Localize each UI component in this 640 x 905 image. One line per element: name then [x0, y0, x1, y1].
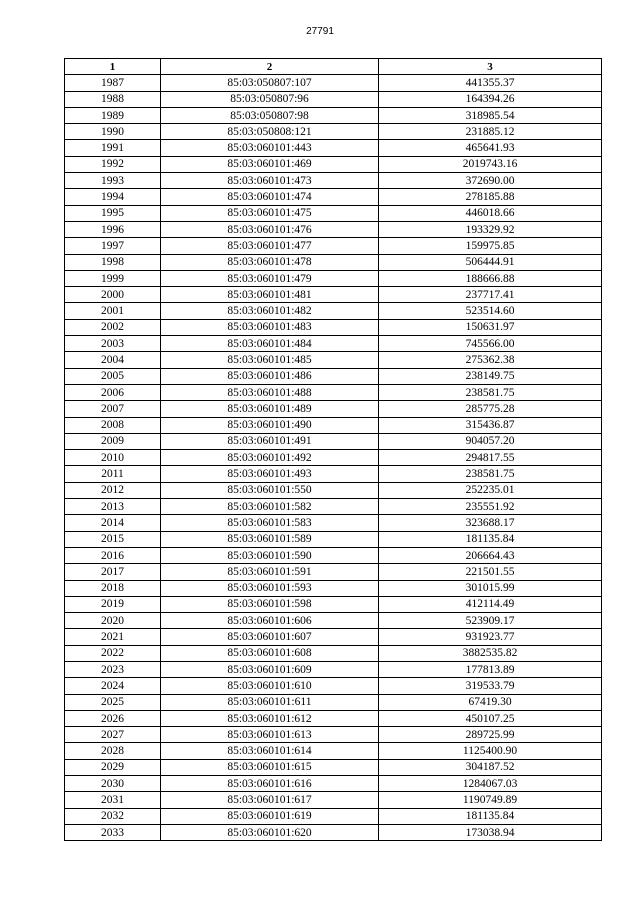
row-number-cell: 2004 [65, 352, 161, 368]
cadastral-number-cell: 85:03:060101:616 [161, 776, 379, 792]
cadastral-number-cell: 85:03:060101:610 [161, 678, 379, 694]
table-row [65, 613, 602, 629]
row-number-cell: 2032 [65, 808, 161, 824]
cadastral-number-cell: 85:03:060101:483 [161, 319, 379, 335]
amount-cell: 315436.87 [379, 417, 602, 433]
cadastral-number-cell: 85:03:060101:613 [161, 727, 379, 743]
amount-cell: 237717.41 [379, 287, 602, 303]
table-row [65, 189, 602, 205]
row-number-cell: 1990 [65, 124, 161, 140]
row-number-cell: 1996 [65, 221, 161, 237]
row-number-cell: 2006 [65, 384, 161, 400]
table-row [65, 727, 602, 743]
row-number-cell: 2018 [65, 580, 161, 596]
table-row [65, 808, 602, 824]
row-number-cell: 1992 [65, 156, 161, 172]
table-row [65, 759, 602, 775]
cadastral-number-cell: 85:03:060101:591 [161, 564, 379, 580]
table-row [65, 270, 602, 286]
amount-cell: 2019743.16 [379, 156, 602, 172]
table-row [65, 433, 602, 449]
amount-cell: 238149.75 [379, 368, 602, 384]
table-row [65, 173, 602, 189]
table-row [65, 124, 602, 140]
table-row [65, 499, 602, 515]
cadastral-number-cell: 85:03:060101:606 [161, 613, 379, 629]
amount-cell: 275362.38 [379, 352, 602, 368]
cadastral-number-cell: 85:03:060101:590 [161, 547, 379, 563]
row-number-cell: 2005 [65, 368, 161, 384]
row-number-cell: 2033 [65, 824, 161, 840]
row-number-cell: 2012 [65, 482, 161, 498]
amount-cell: 238581.75 [379, 384, 602, 400]
header-row [65, 59, 602, 75]
cadastral-number-cell: 85:03:060101:476 [161, 221, 379, 237]
table-row [65, 792, 602, 808]
table-row [65, 694, 602, 710]
table-row [65, 75, 602, 91]
table-row [65, 336, 602, 352]
amount-cell: 150631.97 [379, 319, 602, 335]
row-number-cell: 1998 [65, 254, 161, 270]
column-header-1: 1 [65, 59, 161, 75]
cadastral-number-cell: 85:03:060101:607 [161, 629, 379, 645]
page-number: 27791 [306, 26, 334, 37]
amount-cell: 164394.26 [379, 91, 602, 107]
row-number-cell: 2014 [65, 515, 161, 531]
cadastral-number-cell: 85:03:060101:490 [161, 417, 379, 433]
cadastral-number-cell: 85:03:050807:96 [161, 91, 379, 107]
cadastral-number-cell: 85:03:060101:493 [161, 466, 379, 482]
row-number-cell: 2017 [65, 564, 161, 580]
amount-cell: 231885.12 [379, 124, 602, 140]
cadastral-number-cell: 85:03:060101:614 [161, 743, 379, 759]
row-number-cell: 1989 [65, 107, 161, 123]
table-row [65, 629, 602, 645]
table-row [65, 743, 602, 759]
amount-cell: 323688.17 [379, 515, 602, 531]
table-row [65, 450, 602, 466]
table-row [65, 482, 602, 498]
cadastral-number-cell: 85:03:060101:615 [161, 759, 379, 775]
table-row [65, 580, 602, 596]
table-row [65, 140, 602, 156]
row-number-cell: 2016 [65, 547, 161, 563]
row-number-cell: 1997 [65, 238, 161, 254]
cadastral-number-cell: 85:03:060101:611 [161, 694, 379, 710]
row-number-cell: 2003 [65, 336, 161, 352]
amount-cell: 3882535.82 [379, 645, 602, 661]
amount-cell: 67419.30 [379, 694, 602, 710]
row-number-cell: 2011 [65, 466, 161, 482]
row-number-cell: 2008 [65, 417, 161, 433]
amount-cell: 506444.91 [379, 254, 602, 270]
amount-cell: 304187.52 [379, 759, 602, 775]
amount-cell: 177813.89 [379, 661, 602, 677]
table-row [65, 547, 602, 563]
amount-cell: 181135.84 [379, 808, 602, 824]
table-row [65, 205, 602, 221]
amount-cell: 294817.55 [379, 450, 602, 466]
row-number-cell: 2013 [65, 499, 161, 515]
table-row [65, 156, 602, 172]
row-number-cell: 2026 [65, 710, 161, 726]
cadastral-number-cell: 85:03:060101:469 [161, 156, 379, 172]
cadastral-number-cell: 85:03:060101:608 [161, 645, 379, 661]
cadastral-number-cell: 85:03:050807:107 [161, 75, 379, 91]
amount-cell: 450107.25 [379, 710, 602, 726]
row-number-cell: 2010 [65, 450, 161, 466]
cadastral-number-cell: 85:03:060101:620 [161, 824, 379, 840]
amount-cell: 372690.00 [379, 173, 602, 189]
amount-cell: 745566.00 [379, 336, 602, 352]
amount-cell: 181135.84 [379, 531, 602, 547]
row-number-cell: 1999 [65, 270, 161, 286]
cadastral-number-cell: 85:03:060101:475 [161, 205, 379, 221]
amount-cell: 523909.17 [379, 613, 602, 629]
row-number-cell: 2009 [65, 433, 161, 449]
cadastral-number-cell: 85:03:060101:443 [161, 140, 379, 156]
row-number-cell: 2022 [65, 645, 161, 661]
amount-cell: 441355.37 [379, 75, 602, 91]
cadastral-number-cell: 85:03:060101:617 [161, 792, 379, 808]
table-row [65, 303, 602, 319]
table-row [65, 287, 602, 303]
cadastral-number-cell: 85:03:060101:612 [161, 710, 379, 726]
table-row [65, 531, 602, 547]
table-row [65, 596, 602, 612]
table-row [65, 401, 602, 417]
table-row [65, 776, 602, 792]
amount-cell: 318985.54 [379, 107, 602, 123]
table-row [65, 564, 602, 580]
amount-cell: 278185.88 [379, 189, 602, 205]
cadastral-number-cell: 85:03:060101:583 [161, 515, 379, 531]
cadastral-number-cell: 85:03:060101:478 [161, 254, 379, 270]
amount-cell: 319533.79 [379, 678, 602, 694]
row-number-cell: 2031 [65, 792, 161, 808]
cadastral-number-cell: 85:03:060101:481 [161, 287, 379, 303]
row-number-cell: 1994 [65, 189, 161, 205]
amount-cell: 188666.88 [379, 270, 602, 286]
row-number-cell: 2028 [65, 743, 161, 759]
amount-cell: 446018.66 [379, 205, 602, 221]
row-number-cell: 2027 [65, 727, 161, 743]
table-row [65, 107, 602, 123]
table-row [65, 254, 602, 270]
data-table [64, 58, 602, 841]
column-header-3: 3 [379, 59, 602, 75]
amount-cell: 285775.28 [379, 401, 602, 417]
cadastral-number-cell: 85:03:060101:486 [161, 368, 379, 384]
amount-cell: 206664.43 [379, 547, 602, 563]
amount-cell: 931923.77 [379, 629, 602, 645]
amount-cell: 173038.94 [379, 824, 602, 840]
amount-cell: 159975.85 [379, 238, 602, 254]
row-number-cell: 2001 [65, 303, 161, 319]
cadastral-number-cell: 85:03:060101:489 [161, 401, 379, 417]
amount-cell: 1190749.89 [379, 792, 602, 808]
column-header-2: 2 [161, 59, 379, 75]
amount-cell: 193329.92 [379, 221, 602, 237]
cadastral-number-cell: 85:03:050808:121 [161, 124, 379, 140]
row-number-cell: 1987 [65, 75, 161, 91]
row-number-cell: 2021 [65, 629, 161, 645]
amount-cell: 289725.99 [379, 727, 602, 743]
row-number-cell: 2023 [65, 661, 161, 677]
amount-cell: 252235.01 [379, 482, 602, 498]
cadastral-number-cell: 85:03:060101:492 [161, 450, 379, 466]
cadastral-number-cell: 85:03:060101:473 [161, 173, 379, 189]
amount-cell: 412114.49 [379, 596, 602, 612]
row-number-cell: 2000 [65, 287, 161, 303]
table-row [65, 645, 602, 661]
table-row [65, 678, 602, 694]
table-row [65, 319, 602, 335]
table-row [65, 824, 602, 840]
cadastral-number-cell: 85:03:060101:482 [161, 303, 379, 319]
row-number-cell: 2025 [65, 694, 161, 710]
row-number-cell: 1993 [65, 173, 161, 189]
amount-cell: 238581.75 [379, 466, 602, 482]
amount-cell: 221501.55 [379, 564, 602, 580]
amount-cell: 301015.99 [379, 580, 602, 596]
row-number-cell: 2024 [65, 678, 161, 694]
table-header [65, 59, 602, 75]
cadastral-number-cell: 85:03:060101:598 [161, 596, 379, 612]
amount-cell: 523514.60 [379, 303, 602, 319]
row-number-cell: 1995 [65, 205, 161, 221]
cadastral-number-cell: 85:03:060101:609 [161, 661, 379, 677]
table-body [65, 75, 602, 841]
cadastral-number-cell: 85:03:060101:619 [161, 808, 379, 824]
table-row [65, 661, 602, 677]
row-number-cell: 2007 [65, 401, 161, 417]
cadastral-number-cell: 85:03:050807:98 [161, 107, 379, 123]
cadastral-number-cell: 85:03:060101:582 [161, 499, 379, 515]
row-number-cell: 2029 [65, 759, 161, 775]
row-number-cell: 2030 [65, 776, 161, 792]
amount-cell: 1125400.90 [379, 743, 602, 759]
cadastral-number-cell: 85:03:060101:474 [161, 189, 379, 205]
row-number-cell: 1991 [65, 140, 161, 156]
row-number-cell: 2002 [65, 319, 161, 335]
table-row [65, 515, 602, 531]
cadastral-number-cell: 85:03:060101:477 [161, 238, 379, 254]
table-row [65, 466, 602, 482]
cadastral-number-cell: 85:03:060101:491 [161, 433, 379, 449]
amount-cell: 465641.93 [379, 140, 602, 156]
table-row [65, 384, 602, 400]
cadastral-number-cell: 85:03:060101:488 [161, 384, 379, 400]
table-row [65, 352, 602, 368]
cadastral-number-cell: 85:03:060101:479 [161, 270, 379, 286]
amount-cell: 904057.20 [379, 433, 602, 449]
cadastral-number-cell: 85:03:060101:550 [161, 482, 379, 498]
cadastral-number-cell: 85:03:060101:593 [161, 580, 379, 596]
table-row [65, 368, 602, 384]
cadastral-number-cell: 85:03:060101:485 [161, 352, 379, 368]
cadastral-number-cell: 85:03:060101:589 [161, 531, 379, 547]
row-number-cell: 2015 [65, 531, 161, 547]
row-number-cell: 1988 [65, 91, 161, 107]
amount-cell: 235551.92 [379, 499, 602, 515]
table-row [65, 91, 602, 107]
table-row [65, 238, 602, 254]
row-number-cell: 2020 [65, 613, 161, 629]
row-number-cell: 2019 [65, 596, 161, 612]
table-row [65, 221, 602, 237]
table-row [65, 710, 602, 726]
amount-cell: 1284067.03 [379, 776, 602, 792]
table-row [65, 417, 602, 433]
cadastral-number-cell: 85:03:060101:484 [161, 336, 379, 352]
